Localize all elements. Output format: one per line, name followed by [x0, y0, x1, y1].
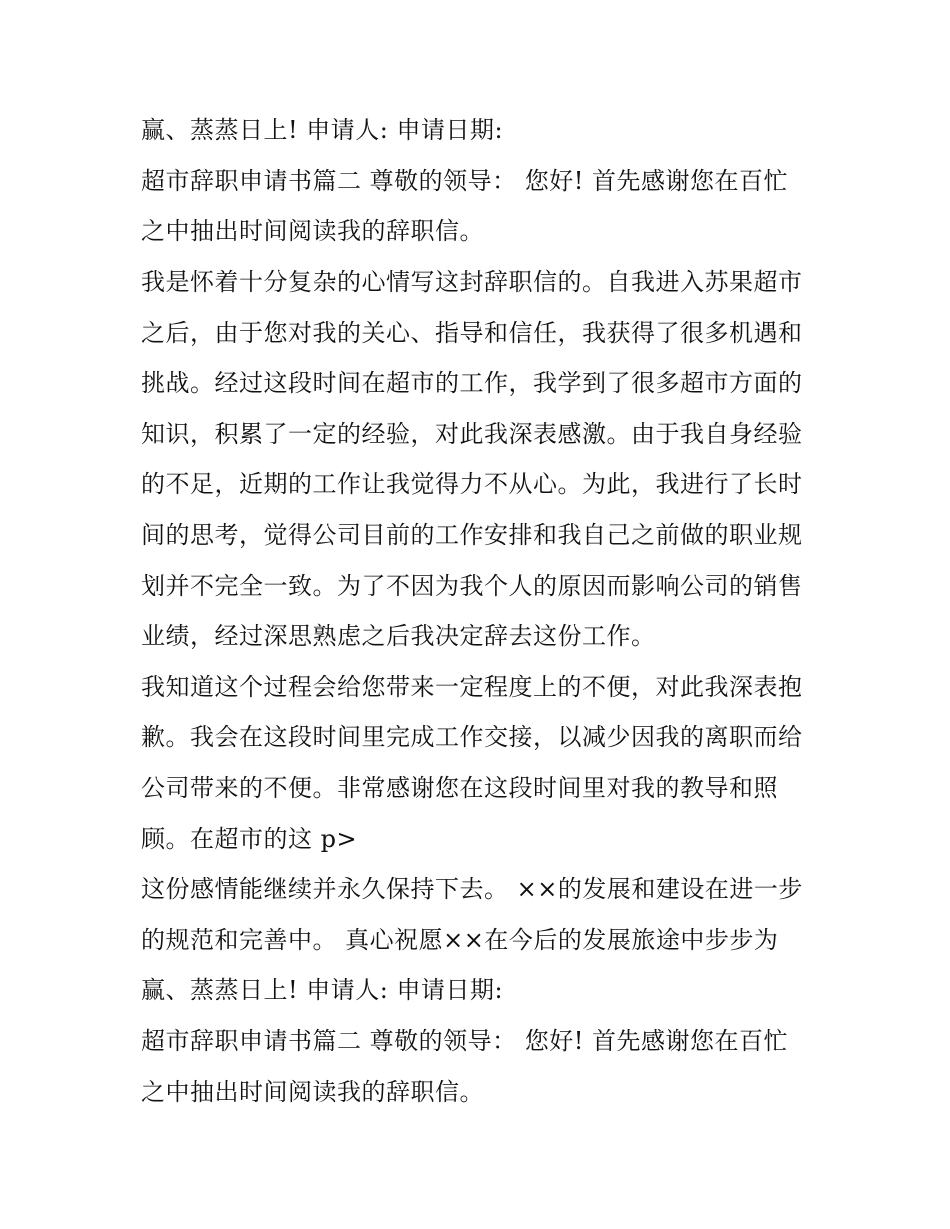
text-line: 我知道这个过程会给您带来一定程度上的不便，对此我深表抱 — [141, 673, 803, 701]
text-line: 的规范和完善中。 真心祝愿××在今后的发展旅途中步步为 — [141, 926, 779, 954]
text-line: 知识，积累了一定的经验，对此我深表感激。由于我自身经验 — [141, 420, 803, 448]
text-line: 赢、蒸蒸日上! 申请人: 申请日期: — [141, 116, 504, 144]
text-line: 这份感情能继续并永久保持下去。 ××的发展和建设在进一步 — [141, 875, 803, 903]
text-line: 划并不完全一致。为了不因为我个人的原因而影响公司的销售 — [141, 572, 803, 600]
text-line: 公司带来的不便。非常感谢您在这段时间里对我的教导和照 — [141, 774, 778, 802]
text-line: 之后，由于您对我的关心、指导和信任，我获得了很多机遇和 — [141, 319, 803, 347]
text-line: 之中抽出时间阅读我的辞职信。 — [141, 1078, 484, 1106]
text-line: 我是怀着十分复杂的心情写这封辞职信的。自我进入苏果超市 — [141, 268, 803, 296]
text-line: 的不足，近期的工作让我觉得力不从心。为此，我进行了长时 — [141, 470, 803, 498]
text-line: 业绩，经过深思熟虑之后我决定辞去这份工作。 — [141, 622, 656, 650]
text-line: 赢、蒸蒸日上! 申请人: 申请日期: — [141, 976, 504, 1004]
text-line: 超市辞职申请书篇二 尊敬的领导： 您好! 首先感谢您在百忙 — [141, 167, 789, 195]
text-line: 之中抽出时间阅读我的辞职信。 — [141, 217, 484, 245]
text-line: 间的思考，觉得公司目前的工作安排和我自己之前做的职业规 — [141, 521, 803, 549]
text-line: 超市辞职申请书篇二 尊敬的领导： 您好! 首先感谢您在百忙 — [141, 1027, 789, 1055]
text-line: 歉。我会在这段时间里完成工作交接，以减少因我的离职而给 — [141, 723, 803, 751]
text-line: 挑战。经过这段时间在超市的工作，我学到了很多超市方面的 — [141, 369, 803, 397]
text-line: 顾。在超市的这 p> — [141, 825, 358, 853]
